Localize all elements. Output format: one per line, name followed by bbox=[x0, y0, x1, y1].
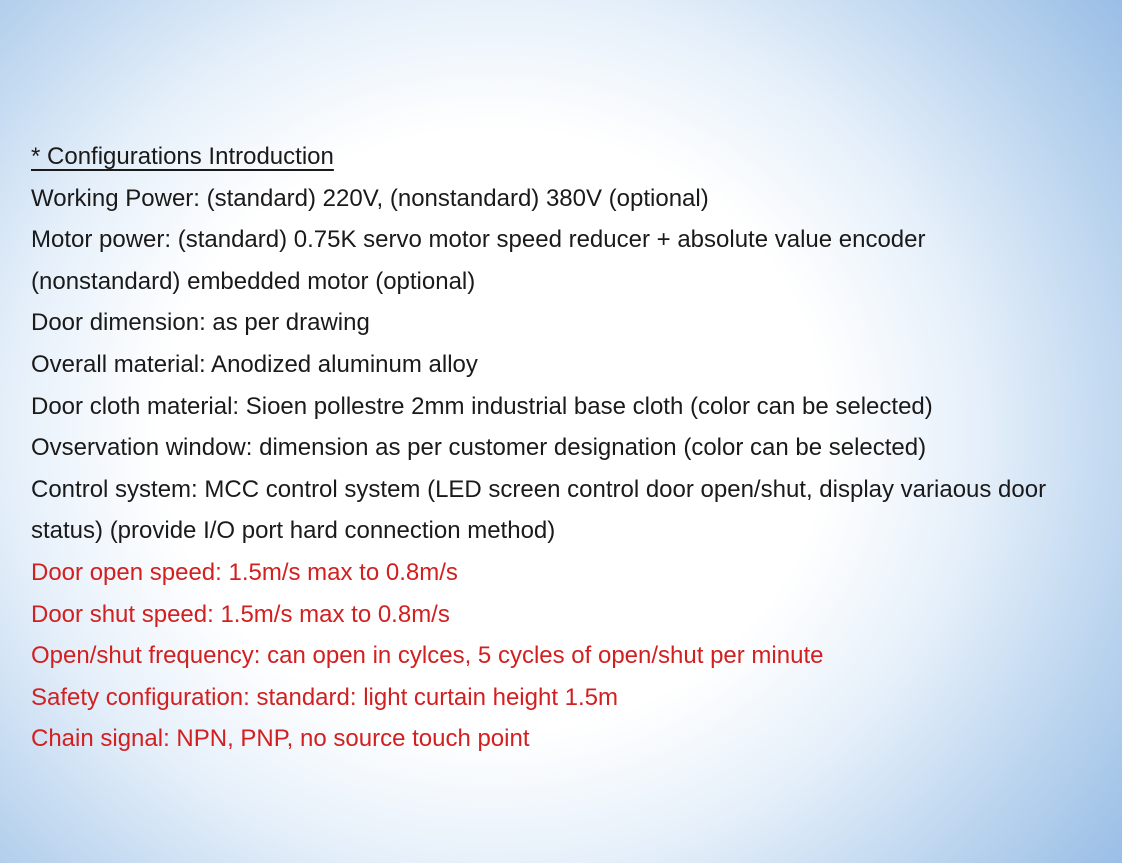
spec-overall-material: Overall material: Anodized aluminum alloy bbox=[31, 350, 478, 378]
spec-motor-power: Motor power: (standard) 0.75K servo motor speed reducer + absolute value encoder bbox=[31, 226, 926, 254]
spec-observation-window: Ovservation window: dimension as per customer designation (color can be selected) bbox=[31, 434, 927, 462]
spec-chain-signal: Chain signal: NPN, PNP, no source touch point bbox=[31, 725, 530, 753]
section-heading: * Configurations Introduction bbox=[31, 143, 334, 170]
spec-open-shut-frequency: Open/shut frequency: can open in cylces, 5 cycles of open/shut per minute bbox=[31, 642, 824, 670]
spec-door-dimension: Door dimension: as per drawing bbox=[31, 309, 370, 337]
spec-working-power: Working Power: (standard) 220V, (nonstandard) 380V (optional) bbox=[31, 184, 709, 212]
spec-control-system: Control system: MCC control system (LED screen control door open/shut, display variaous door bbox=[31, 475, 1047, 503]
spec-door-cloth-material: Door cloth material: Sioen pollestre 2mm industrial base cloth (color can be selected) bbox=[31, 392, 933, 420]
spec-door-shut-speed: Door shut speed: 1.5m/s max to 0.8m/s bbox=[31, 600, 450, 628]
configurations-panel bbox=[31, 136, 1111, 760]
spec-door-open-speed: Door open speed: 1.5m/s max to 0.8m/s bbox=[31, 558, 458, 586]
spec-motor-power-continued: (nonstandard) embedded motor (optional) bbox=[31, 267, 476, 295]
spec-control-system-continued: status) (provide I/O port hard connection method) bbox=[31, 517, 556, 545]
spec-safety-configuration: Safety configuration: standard: light curtain height 1.5m bbox=[31, 683, 619, 711]
